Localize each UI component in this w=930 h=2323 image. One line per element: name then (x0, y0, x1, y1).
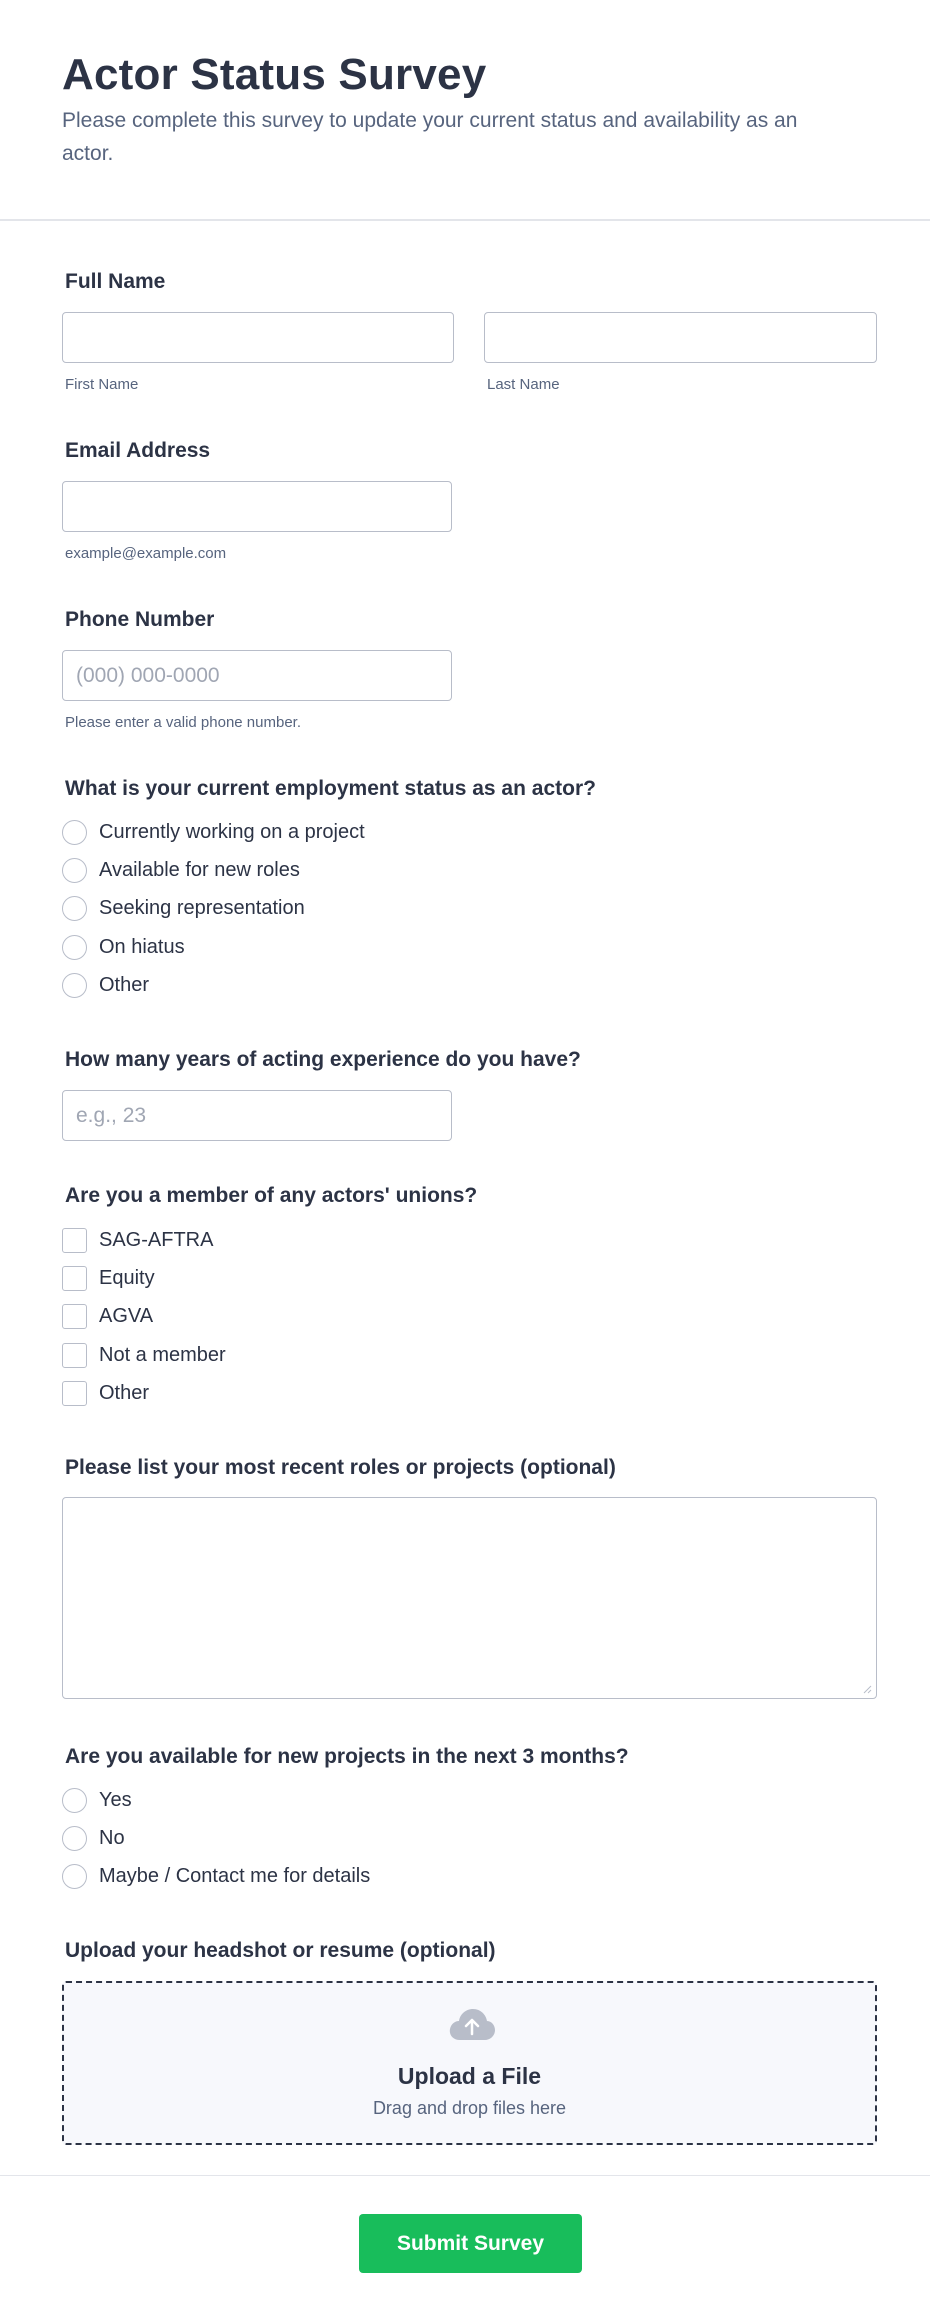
page-subtitle: Please complete this survey to update your current status and availability as an actor. (62, 109, 798, 165)
unions-label: Are you a member of any actors' unions? (65, 1184, 478, 1207)
form-header (0, 0, 930, 221)
resize-handle-icon[interactable] (862, 1684, 872, 1694)
cloud-upload-icon (447, 2007, 497, 2043)
option-label: Not a member (99, 1343, 226, 1366)
upload-label: Upload your headshot or resume (optional) (65, 1939, 496, 1962)
radio-button[interactable] (62, 1826, 87, 1851)
email-sublabel: example@example.com (65, 545, 227, 562)
radio-button[interactable] (62, 858, 87, 883)
checkbox[interactable] (62, 1343, 87, 1368)
option-label: Equity (99, 1266, 155, 1289)
upload-subtitle: Drag and drop files here (372, 2098, 567, 2118)
option-label: Other (99, 1381, 150, 1404)
email-label: Email Address (65, 439, 211, 462)
full-name-label: Full Name (65, 270, 166, 293)
first-name-sublabel: First Name (65, 376, 139, 393)
employment-option[interactable] (62, 933, 185, 961)
radio-button[interactable] (62, 973, 87, 998)
checkbox[interactable] (62, 1304, 87, 1329)
option-label: Currently working on a project (99, 820, 365, 843)
availability-option[interactable] (62, 1824, 125, 1852)
checkbox[interactable] (62, 1381, 87, 1406)
checkbox[interactable] (62, 1266, 87, 1291)
union-option[interactable] (62, 1226, 213, 1254)
employment-status-label: What is your current employment status as an actor? (65, 777, 596, 800)
option-label: Maybe / Contact me for details (99, 1864, 371, 1887)
last-name-input[interactable] (484, 312, 877, 363)
option-label: SAG-AFTRA (99, 1228, 214, 1251)
email-field[interactable] (62, 481, 452, 532)
experience-label: How many years of acting experience do you have? (65, 1048, 581, 1071)
option-label: No (99, 1826, 125, 1849)
option-label: On hiatus (99, 935, 185, 958)
radio-button[interactable] (62, 935, 87, 960)
union-option[interactable] (62, 1264, 155, 1292)
radio-button[interactable] (62, 820, 87, 845)
union-option[interactable] (62, 1341, 226, 1369)
employment-option[interactable] (62, 818, 365, 846)
option-label: Available for new roles (99, 858, 300, 881)
union-option[interactable] (62, 1379, 149, 1407)
phone-input[interactable] (62, 650, 452, 701)
submit-button[interactable]: Submit Survey (359, 2214, 582, 2273)
union-option[interactable] (62, 1302, 153, 1330)
phone-sublabel: Please enter a valid phone number. (65, 714, 301, 731)
employment-option[interactable] (62, 894, 305, 922)
availability-option[interactable] (62, 1862, 370, 1890)
radio-button[interactable] (62, 1788, 87, 1813)
checkbox[interactable] (62, 1228, 87, 1253)
option-label: Other (99, 973, 150, 996)
employment-option[interactable] (62, 856, 300, 884)
availability-option[interactable] (62, 1786, 132, 1814)
recent-roles-textarea[interactable] (62, 1497, 877, 1699)
option-label: Seeking representation (99, 896, 305, 919)
page-title: Actor Status Survey (62, 50, 487, 99)
last-name-sublabel: Last Name (487, 376, 560, 393)
upload-title: Upload a File (397, 2063, 542, 2089)
recent-roles-label: Please list your most recent roles or projects (optional) (65, 1456, 616, 1479)
option-label: Yes (99, 1788, 132, 1811)
phone-label: Phone Number (65, 608, 215, 631)
option-label: AGVA (99, 1304, 154, 1327)
experience-years-input[interactable] (62, 1090, 452, 1141)
radio-button[interactable] (62, 896, 87, 921)
radio-button[interactable] (62, 1864, 87, 1889)
file-upload-dropzone[interactable] (62, 1981, 877, 2145)
employment-option[interactable] (62, 971, 149, 999)
first-name-input[interactable] (62, 312, 454, 363)
footer-divider (0, 2175, 930, 2176)
availability-label: Are you available for new projects in the next 3 months? (65, 1745, 629, 1768)
